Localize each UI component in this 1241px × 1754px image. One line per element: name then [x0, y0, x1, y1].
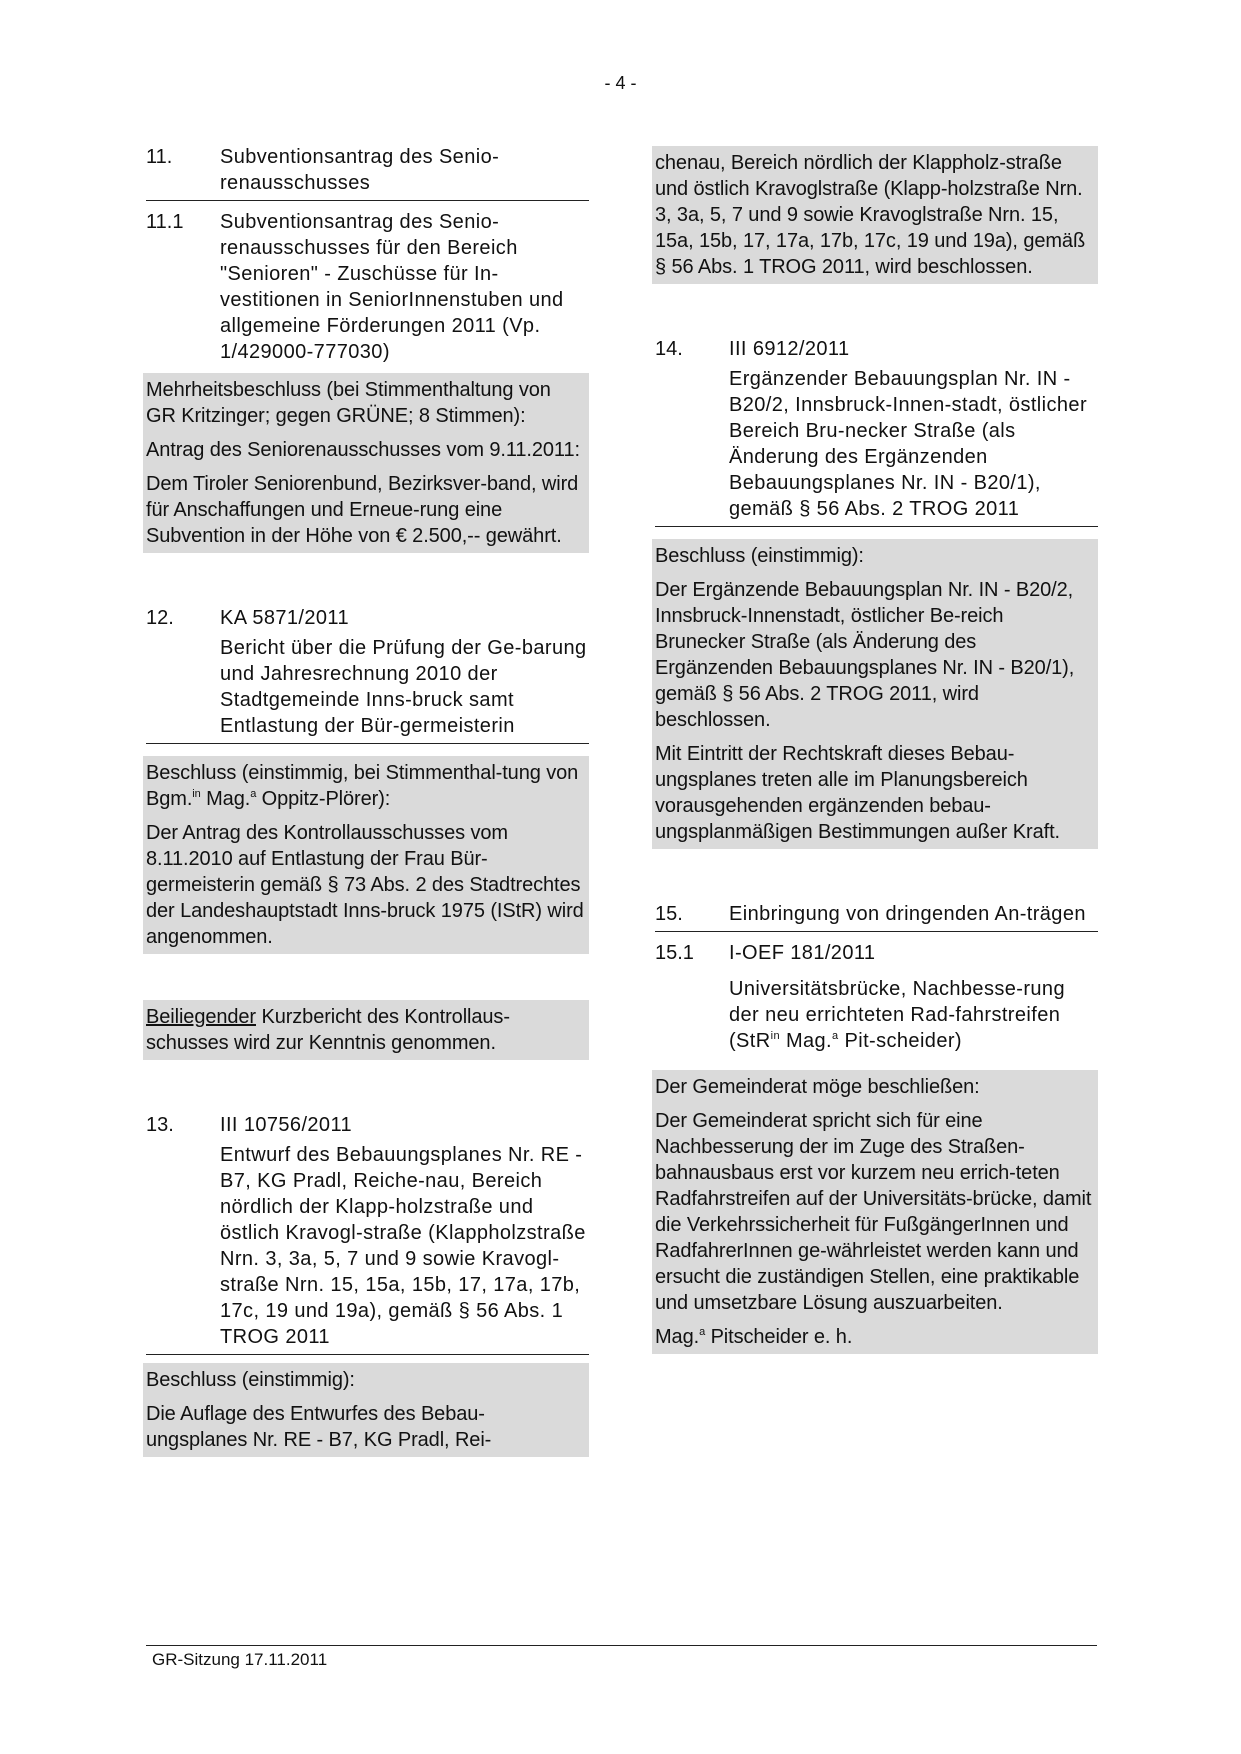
- subsection-number: 11.1: [146, 211, 184, 233]
- footer-divider: [146, 1645, 1097, 1646]
- section-reference: KA 5871/2011: [220, 607, 349, 629]
- resolution-text: Der Ergänzende Bebauungsplan Nr. IN - B20/2, Innsbruck-Innenstadt, östlicher Be-reich Brunecker Straße (als Änderung des Ergänzenden Bebauungsplanes Nr. IN - B20/1), gemäß § 56 Abs. 2 TROG 2011, wird beschlossen.: [655, 579, 1075, 731]
- resolution-motion: Antrag des Seniorenausschusses vom 9.11.2011:: [146, 439, 580, 461]
- motion-text: Der Gemeinderat spricht sich für eine Nachbesserung der im Zuge des Straßen-bahnausbaus erst vor kurzem neu errich-teten Radfahrstreifen auf der Universitäts-brücke, damit die Verkehrssicherheit für FußgängerInnen und RadfahrerInnen ge-währleistet werden kann und ersucht die zuständigen Stellen, eine praktikable und umsetzbare Lösung auszuarbeiten.: [655, 1110, 1092, 1314]
- footer-text: GR-Sitzung 17.11.2011: [152, 1650, 328, 1669]
- resolution-text: Dem Tiroler Seniorenbund, Bezirksver-band, wird für Anschaffungen und Erneue-rung eine Subvention in der Höhe von € 2.500,-- gewährt.: [146, 473, 579, 547]
- resolution-box-13-continued: [652, 146, 1098, 284]
- resolution-type: Mehrheitsbeschluss (bei Stimmenthaltung von GR Kritzinger; gegen GRÜNE; 8 Stimmen):: [146, 379, 551, 427]
- resolution-text-part1: Die Auflage des Entwurfes des Bebau-ungsplanes Nr. RE - B7, KG Pradl, Rei-: [146, 1403, 492, 1451]
- motion-box-15: [652, 1070, 1098, 1354]
- section-number: 13.: [146, 1114, 174, 1136]
- resolution-type: Beschluss (einstimmig, bei Stimmenthal-tung von Bgm.$^{in}$ Mag.$^a$ Oppitz-Plörer):: [146, 762, 579, 810]
- note-text: Beiliegender Kurzbericht des Kontrollaus-schusses wird zur Kenntnis genommen.: [146, 1006, 510, 1054]
- section-15-heading: [655, 897, 1098, 932]
- section-reference: III 6912/2011: [729, 338, 850, 360]
- resolution-effect: Mit Eintritt der Rechtskraft dieses Bebau-ungsplanes treten alle im Planungsbereich vorausgehenden ergänzenden bebau-ungsplanmäßigen Bestimmungen außer Kraft.: [655, 743, 1061, 843]
- section-title: Einbringung von dringenden An-trägen: [729, 903, 1086, 925]
- right-column: [655, 146, 1098, 1354]
- section-12-heading: [146, 601, 589, 635]
- section-15-1-heading: [655, 932, 1098, 970]
- resolution-text: Der Antrag des Kontrollausschusses vom 8.11.2010 auf Entlastung der Frau Bür-germeisterin gemäß § 73 Abs. 2 des Stadtrechtes der Landeshauptstadt Inns-bruck 1975 (IStR) wird angenommen.: [146, 822, 584, 948]
- motion-signature: Mag.$^a$ Pitscheider e. h.: [655, 1326, 853, 1348]
- section-number: 14.: [655, 338, 683, 360]
- section-reference: III 10756/2011: [220, 1114, 353, 1136]
- left-column: [146, 140, 589, 1457]
- section-11-heading: [146, 140, 589, 201]
- subsection-title: Subventionsantrag des Senio-renausschusses für den Bereich "Senioren" - Zuschüsse für In-vestitionen in SeniorInnenstuben und allgemeine Förderungen 2011 (Vp. 1/429000-777030): [220, 211, 564, 363]
- resolution-box-13: [143, 1363, 589, 1457]
- motion-intro: Der Gemeinderat möge beschließen:: [655, 1076, 980, 1098]
- section-number: 15.: [655, 903, 683, 925]
- resolution-box-11: [143, 373, 589, 553]
- resolution-box-12: [143, 756, 589, 954]
- page-number: - 4 -: [604, 73, 637, 93]
- section-number: 12.: [146, 607, 174, 629]
- section-14-title: Ergänzender Bebauungsplan Nr. IN - B20/2, Innsbruck-Innen-stadt, östlicher Bereich Bru-necker Straße (als Änderung des Ergänzenden Bebauungsplanes Nr. IN - B20/1), gemäß § 56 Abs. 2 TROG 2011: [655, 366, 1098, 527]
- note-box-12: [143, 1000, 589, 1060]
- section-15-1-title: Universitätsbrücke, Nachbesse-rung der neu errichteten Rad-fahrstreifen (StR$^{in}$ Mag.$^a$ Pit-scheider): [729, 978, 1065, 1052]
- subsection-number: 15.1: [655, 942, 694, 964]
- note-underlined-word: Beiliegender: [146, 1006, 256, 1028]
- section-title: Subventionsantrag des Senio-renausschusses: [220, 146, 500, 194]
- section-number: 11.: [146, 146, 173, 168]
- section-11-1-heading: [146, 201, 589, 369]
- section-14-heading: [655, 332, 1098, 366]
- subsection-reference: I-OEF 181/2011: [729, 942, 876, 964]
- resolution-box-14: [652, 539, 1098, 849]
- resolution-type: Beschluss (einstimmig):: [146, 1369, 355, 1391]
- resolution-text-part2: chenau, Bereich nördlich der Klappholz-straße und östlich Kravoglstraße (Klapp-holzstraße Nrn. 3, 3a, 5, 7 und 9 sowie Kravoglstraße Nrn. 15, 15a, 15b, 17, 17a, 17b, 17c, 19 und 19a), gemäß § 56 Abs. 1 TROG 2011, wird beschlossen.: [655, 152, 1086, 278]
- section-12-title: Bericht über die Prüfung der Ge-barung und Jahresrechnung 2010 der Stadtgemeinde Inns-bruck samt Entlastung der Bür-germeisterin: [146, 635, 589, 744]
- section-13-title: Entwurf des Bebauungsplanes Nr. RE - B7, KG Pradl, Reiche-nau, Bereich nördlich der Klapp-holzstraße und östlich Kravogl-straße (Klappholzstraße Nrn. 3, 3a, 5, 7 und 9 sowie Kravogl-straße Nrn. 15, 15a, 15b, 17, 17a, 17b, 17c, 19 und 19a), gemäß § 56 Abs. 1 TROG 2011: [146, 1142, 589, 1355]
- section-13-heading: [146, 1108, 589, 1142]
- resolution-type: Beschluss (einstimmig):: [655, 545, 864, 567]
